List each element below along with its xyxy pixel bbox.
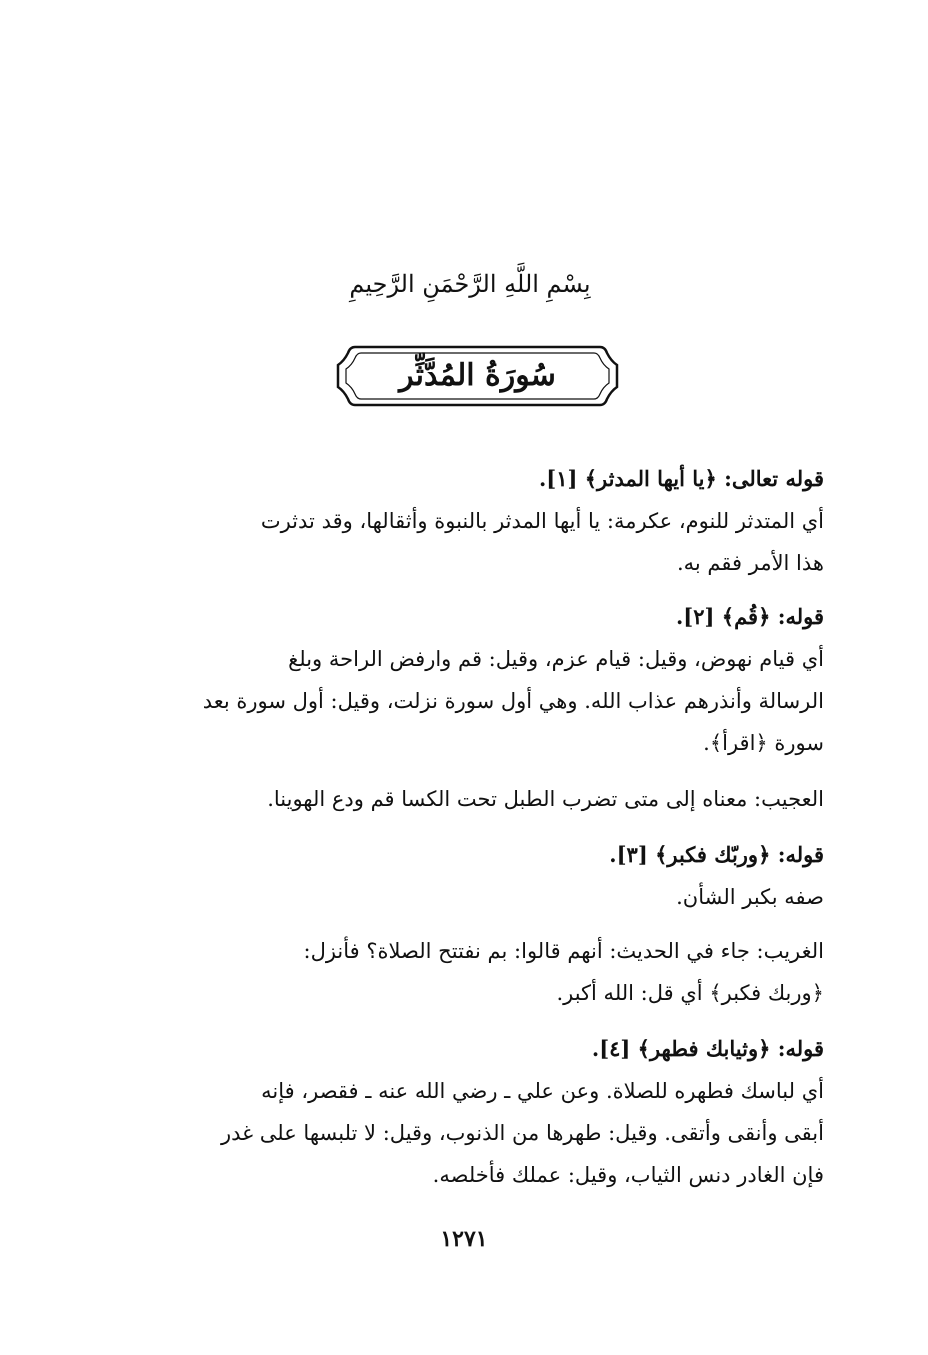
verse-heading-2 <box>138 596 824 638</box>
text-line: صفه بكبر الشأن. <box>676 885 824 909</box>
commentary-paragraph-4 <box>138 1070 824 1196</box>
surah-title-frame <box>335 343 620 409</box>
text-line: العجيب: معناه إلى متى تضرب الطبل تحت الكسا قم ودع الهوينا. <box>267 787 824 811</box>
ajib-paragraph <box>138 778 824 820</box>
verse-heading-1 <box>138 458 824 500</box>
verse-heading-3 <box>138 834 824 918</box>
text-line: سورة ﴿اقرأ﴾. <box>703 731 824 755</box>
text-line: أي لباسك فطهره للصلاة. وعن علي ـ رضي الله عنه ـ فقصر، فإنه <box>261 1079 824 1103</box>
text-line: قوله تعالى: ﴿يا أيها المدثر﴾ [١]. <box>538 466 824 491</box>
text-line: قوله: ﴿وثيابك فطهر﴾ [٤]. <box>591 1036 824 1061</box>
text-line: الغريب: جاء في الحديث: أنهم قالوا: بم نفتتح الصلاة؟ فأنزل: <box>303 939 824 963</box>
text-line: ﴿وربك فكبر﴾ أي قل: الله أكبر. <box>556 981 824 1005</box>
commentary-paragraph-2 <box>138 638 824 764</box>
text-line: قوله: ﴿وربّك فكبر﴾ [٣]. <box>609 842 824 867</box>
page-number: ١٢٧١ <box>440 1226 488 1252</box>
text-line: أبقى وأنقى وأتقى. وقيل: طهرها من الذنوب، وقيل: لا تلبسها على غدر <box>220 1121 824 1145</box>
commentary-paragraph-1 <box>138 500 824 584</box>
basmala: بِسْمِ اللَّهِ الرَّحْمَنِ الرَّحِيمِ <box>349 270 591 298</box>
gharib-paragraph <box>138 930 824 1014</box>
text-line: الرسالة وأنذرهم عذاب الله. وهي أول سورة نزلت، وقيل: أول سورة بعد <box>202 689 824 713</box>
text-line: أي المتدثر للنوم، عكرمة: يا أيها المدثر بالنبوة وأثقالها، وقد تدثرت <box>260 509 824 533</box>
text-line: هذا الأمر فقم به. <box>676 551 824 575</box>
verse-heading-4 <box>138 1028 824 1070</box>
text-line: فإن الغادر دنس الثياب، وقيل: عملك فأخلصه. <box>432 1163 824 1187</box>
text-line: قوله: ﴿قُم﴾ [٢]. <box>675 604 824 629</box>
surah-title: سُورَةُ المُدَّثِّر <box>399 358 556 393</box>
text-line: أي قيام نهوض، وقيل: قيام عزم، وقيل: قم وارفض الراحة وبلغ <box>288 647 824 671</box>
